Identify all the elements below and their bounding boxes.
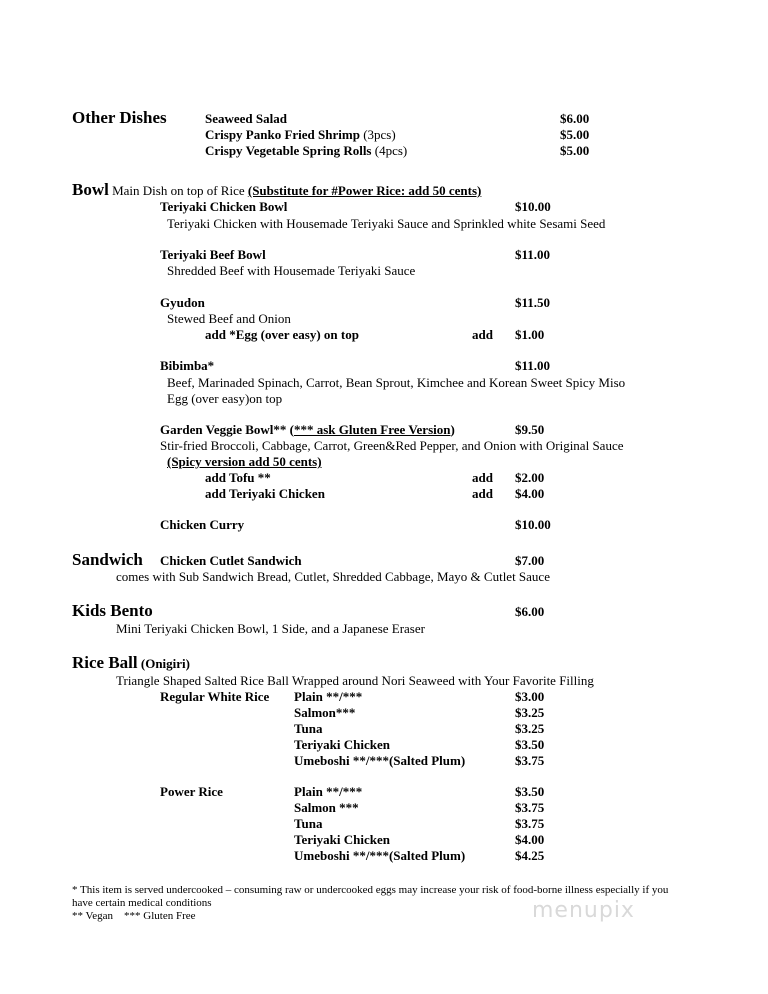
menu-item-price: $6.00 (515, 604, 545, 619)
gluten-free-note: *** ask Gluten Free Version (293, 422, 451, 437)
rice-item-price: $4.00 (515, 832, 545, 847)
menu-item-price: $5.00 (560, 127, 590, 142)
menu-item-price: $10.00 (515, 517, 551, 532)
menu-item-price: $11.00 (515, 247, 551, 262)
menu-item-desc: comes with Sub Sandwich Bread, Cutlet, Shredded Cabbage, Mayo & Cutlet Sauce (116, 569, 550, 584)
menu-item-desc: Stewed Beef and Onion (167, 311, 291, 326)
section-heading-rice-ball: Rice Ball (72, 653, 138, 672)
rice-item-price: $4.25 (515, 848, 545, 863)
addon-add-label: add (472, 486, 493, 501)
menu-item-name: Garden Veggie Bowl** ( (160, 422, 294, 437)
addon-price: $2.00 (515, 470, 545, 485)
section-heading-other-dishes: Other Dishes (72, 108, 167, 127)
footer-note: have certain medical conditions (72, 897, 212, 909)
menu-item-shrimp (205, 127, 396, 142)
paren-close: ) (450, 422, 455, 437)
addon-price: $4.00 (515, 486, 545, 501)
menu-item-name: Teriyaki Beef Bowl (160, 247, 266, 262)
menu-item-rolls (205, 143, 407, 158)
rice-ball-subheading: (Onigiri) (137, 656, 190, 671)
menu-item-desc: Shredded Beef with Housemade Teriyaki Sauce (167, 263, 416, 278)
menu-item-name: Gyudon (160, 295, 205, 310)
rice-item-name: Umeboshi **/***(Salted Plum) (294, 753, 466, 768)
menu-item-price: $11.50 (515, 295, 551, 310)
rice-item-price: $3.50 (515, 737, 545, 752)
menu-item-price: $7.00 (515, 553, 545, 568)
rice-item-price: $3.25 (515, 705, 545, 720)
bowl-heading-line (72, 180, 481, 201)
addon-price: $1.00 (515, 327, 545, 342)
watermark-logo: menupix (532, 898, 635, 923)
rice-ball-desc: Triangle Shaped Salted Rice Ball Wrapped around Nori Seaweed with Your Favorite Filling (116, 673, 594, 688)
menu-item-name: Seaweed Salad (205, 111, 287, 126)
menu-item-name: Crispy Vegetable Spring Rolls (205, 143, 372, 158)
rice-item-name: Tuna (294, 721, 323, 736)
menu-item-price: $5.00 (560, 143, 590, 158)
rice-item-name: Teriyaki Chicken (294, 737, 390, 752)
rice-item-price: $3.25 (515, 721, 545, 736)
rice-ball-heading-line (72, 653, 190, 674)
menu-item-qty: (3pcs) (359, 127, 396, 142)
section-heading-bowl: Bowl (72, 180, 109, 199)
menu-item-qty: (4pcs) (371, 143, 408, 158)
rice-item-name: Salmon *** (294, 800, 359, 815)
menu-item-price: $9.50 (515, 422, 545, 437)
rice-group-label: Power Rice (160, 784, 223, 799)
addon-name: add Teriyaki Chicken (205, 486, 325, 501)
section-heading-kids-bento: Kids Bento (72, 601, 153, 620)
bowl-subtitle: Main Dish on top of Rice (108, 183, 248, 198)
footer-note: * This item is served undercooked – consuming raw or undercooked eggs may increase your risk of food-borne illness especially if you (72, 884, 669, 896)
rice-item-price: $3.00 (515, 689, 545, 704)
rice-item-price: $3.75 (515, 753, 545, 768)
rice-item-name: Teriyaki Chicken (294, 832, 390, 847)
rice-item-name: Umeboshi **/***(Salted Plum) (294, 848, 466, 863)
menu-item-desc: Egg (over easy)on top (167, 391, 283, 406)
menu-item-name: Chicken Curry (160, 517, 245, 532)
bowl-substitute-note: (Substitute for #Power Rice: add 50 cents) (247, 183, 482, 198)
menu-item-price: $11.00 (515, 358, 551, 373)
rice-item-name: Plain **/*** (294, 689, 363, 704)
spicy-note: (Spicy version add 50 cents) (167, 454, 322, 469)
rice-item-name: Salmon*** (294, 705, 356, 720)
menu-item-price: $10.00 (515, 199, 551, 214)
rice-group-label: Regular White Rice (160, 689, 270, 704)
rice-item-name: Tuna (294, 816, 323, 831)
rice-item-price: $3.75 (515, 800, 545, 815)
menu-item-price: $6.00 (560, 111, 590, 126)
addon-add-label: add (472, 327, 493, 342)
menu-item-desc: Beef, Marinaded Spinach, Carrot, Bean Sprout, Kimchee and Korean Sweet Spicy Miso (167, 375, 626, 390)
menu-item-name: Chicken Cutlet Sandwich (160, 553, 302, 568)
menu-item-veggie (160, 422, 455, 437)
menu-item-desc: Stir-fried Broccoli, Cabbage, Carrot, Green&Red Pepper, and Onion with Original Sauce (160, 438, 624, 453)
rice-item-name: Plain **/*** (294, 784, 363, 799)
rice-item-price: $3.75 (515, 816, 545, 831)
addon-name: add Tofu ** (205, 470, 271, 485)
rice-item-price: $3.50 (515, 784, 545, 799)
footer-legend: ** Vegan *** Gluten Free (72, 910, 196, 922)
menu-item-name: Bibimba* (160, 358, 215, 373)
addon-name: add *Egg (over easy) on top (205, 327, 359, 342)
addon-add-label: add (472, 470, 493, 485)
section-heading-sandwich: Sandwich (72, 550, 143, 569)
menu-item-name: Crispy Panko Fried Shrimp (205, 127, 360, 142)
menu-item-desc: Mini Teriyaki Chicken Bowl, 1 Side, and a Japanese Eraser (116, 621, 425, 636)
menu-item-name: Teriyaki Chicken Bowl (160, 199, 288, 214)
menu-item-desc: Teriyaki Chicken with Housemade Teriyaki Sauce and Sprinkled white Sesami Seed (167, 216, 606, 231)
